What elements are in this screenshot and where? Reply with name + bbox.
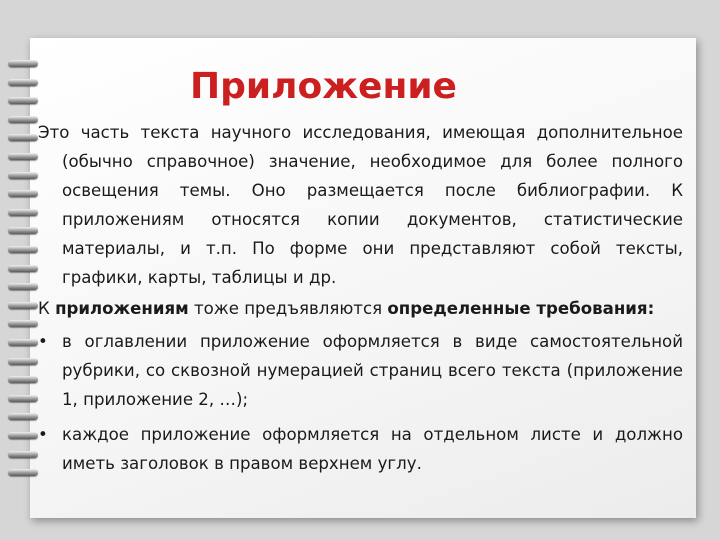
spiral-ring [8,79,38,86]
slide-content [38,118,683,484]
requirements-bold-2: определенные требования [387,299,648,318]
spiral-ring [8,451,38,458]
intro-paragraph: Это часть текста научного исследования, имеющая дополнительное (обычно справочное) значение, необходимое для более полного освещения темы. Оно размещается после библиографии. К приложениям относятся копии документов, статистические материалы, и т.п. По форме они представляют собой тексты, графики, карты, таблицы и др. [38,123,683,287]
list-item-text: в оглавлении приложение оформляется в виде самостоятельной рубрики, со сквозной нумерацией страниц всего текста (приложение 1, приложение 2, …); [62,332,683,409]
requirements-suffix: : [647,299,655,318]
spiral-ring [8,320,38,327]
spiral-ring [8,339,38,346]
spiral-ring [8,134,38,141]
bullet-icon: • [38,425,48,444]
spiral-ring [8,302,38,309]
spiral-ring [8,209,38,216]
spiral-ring [8,358,38,365]
spiral-ring [8,469,38,476]
spiral-ring [8,116,38,123]
spiral-ring [8,97,38,104]
requirements-bold-1: приложениям [55,299,189,318]
spiral-ring [8,60,38,67]
bullet-icon: • [38,332,48,351]
spiral-ring [8,395,38,402]
spiral-ring [8,265,38,272]
list-item-text: каждое приложение оформляется на отдельном листе и должно иметь заголовок в правом верхнем углу. [62,425,683,473]
spiral-ring [8,413,38,420]
slide-title: Приложение [190,66,457,107]
requirements-list [38,327,683,478]
spiral-ring [8,153,38,160]
spiral-ring [8,432,38,439]
requirements-prefix: К [38,299,56,318]
spiral-ring [8,190,38,197]
spiral-ring [8,376,38,383]
list-item [38,420,683,478]
spiral-ring [8,246,38,253]
list-item [38,327,683,414]
spiral-ring [8,283,38,290]
spiral-ring [8,227,38,234]
spiral-ring [8,172,38,179]
requirements-middle: тоже предъявляются [188,299,388,318]
requirements-lead [38,294,683,323]
